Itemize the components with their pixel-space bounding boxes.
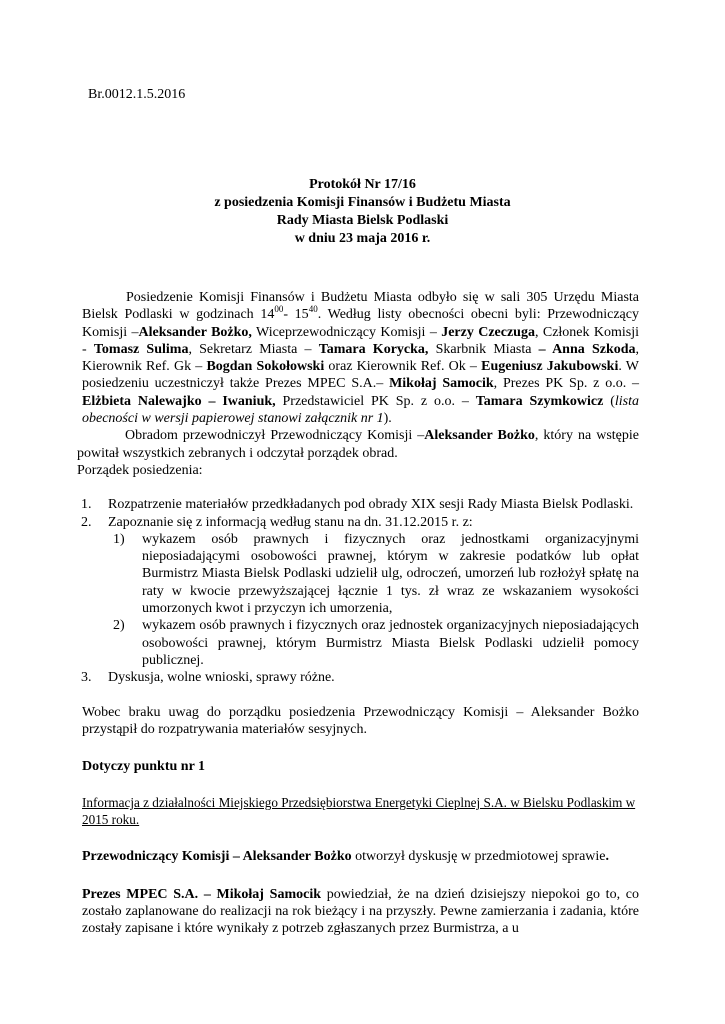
point1-heading <box>82 758 639 775</box>
intro-text: Wiceprzewodniczący Komisji – <box>251 324 442 340</box>
intro-text: Skarbnik Miasta <box>428 341 539 357</box>
mpec-president-name: Mikołaj Samocik <box>389 376 494 392</box>
mpec-statement-paragraph <box>82 886 639 938</box>
title-line-3: Rady Miasta Bielsk Podlaski <box>276 213 449 228</box>
agenda-item-number: 1. <box>81 497 92 513</box>
intro-text: ). <box>383 411 392 427</box>
opening-paragraph <box>77 427 639 462</box>
agenda-subitem <box>108 617 639 669</box>
member-name: Tomasz Sulima <box>93 341 189 357</box>
agenda-list <box>81 496 639 686</box>
intro-paragraph <box>82 289 639 427</box>
opening-text: Obradom przewodniczył Przewodniczący Komisji – <box>125 428 425 444</box>
pk-representative-name: Tamara Szymkowicz <box>475 393 604 409</box>
title-line-1: Protokół Nr 17/16 <box>309 177 416 192</box>
intro-text: oraz Kierownik Ref. Ok – <box>324 359 482 375</box>
point1-heading-text: Dotyczy punktu nr 1 <box>82 759 206 775</box>
intro-text: ( <box>603 393 615 409</box>
agenda-item-text: Dyskusja, wolne wnioski, sprawy różne. <box>108 670 335 686</box>
agenda-subitem-number: 2) <box>113 618 125 634</box>
vice-chair-name: Jerzy Czeczuga <box>441 324 535 340</box>
agenda-subitem-text: wykazem osób prawnych i fizycznych oraz jednostkami organizacyjnymi nieposiadającymi osobowości prawnej, którym w zakresie podatków lub opłat Burmistrz Miasta Bielsk Podlaski udzielił ulg, odroczeń, umorzeń lub rozłożył spłatę na raty w kwocie przewyższającej łącznie 1 tys. zł wraz ze wskazaniem wysokości umorzonych kwot i przyczyn ich umorzenia, <box>142 531 639 617</box>
point1-subject: Informacja z działalności Miejskiego Przedsiębiorstwa Energetyki Cieplnej S.A. w Bielsku Podlaskim w 2015 roku. <box>82 795 636 827</box>
reference-number: Br.0012.1.5.2016 <box>88 87 186 102</box>
discussion-end: . <box>605 849 609 865</box>
time-end-minutes: 40 <box>308 304 318 315</box>
agenda-subitem-number: 1) <box>113 531 125 547</box>
intro-text: , Kierownik Ref. Gk – <box>82 341 640 375</box>
opening-text: , który na wstępie powitał wszystkich zebranych i odczytał porządek obrad. <box>77 428 639 461</box>
agenda-sublist <box>108 531 639 669</box>
document-body <box>77 289 640 938</box>
intro-text: , Prezes PK Sp. z o.o. – <box>493 376 640 392</box>
agenda-item <box>81 496 639 513</box>
pk-president-name: Elżbieta Nalewajko – Iwaniuk, <box>82 393 276 409</box>
agenda-item-number: 2. <box>81 514 92 530</box>
speaker-name: Przewodniczący Komisji – Aleksander Bożko <box>82 849 352 865</box>
intro-text: , Członek Komisji - <box>82 324 640 357</box>
intro-text: Przedstawiciel PK Sp. z o.o. – <box>275 393 476 409</box>
ok-head-name: Eugeniusz Jakubowski <box>481 359 619 375</box>
agenda-item-text: Rozpatrzenie materiałów przedkładanych pod obrady XIX sesji Rady Miasta Bielsk Podlaski. <box>108 497 634 513</box>
chair-name: Aleksander Bożko <box>424 428 535 444</box>
agenda-subitem <box>108 531 639 617</box>
discussion-text: otworzył dyskusję w przedmiotowej sprawie <box>351 849 606 865</box>
agenda-item-number: 3. <box>81 670 92 686</box>
intro-text: , Sekretarz Miasta – <box>188 341 319 357</box>
attendance-note: lista obecności w wersji papierowej stanowi załącznik nr 1 <box>82 393 640 427</box>
treasurer-name: – Anna Szkoda <box>538 341 636 357</box>
discussion-open-paragraph <box>82 848 639 865</box>
intro-text: - 15 <box>283 307 309 323</box>
statement-text: powiedział, że na dzień dzisiejszy niepokoi go to, co zostało zaplanowane do realizacji na rok bieżący i na przyszły. Pewne zamierzania i zadania, które zostały zapisane i które wynikały z potrzeb zgłaszanych przez Burmistrza, a u <box>82 886 639 937</box>
intro-text: . W posiedzeniu uczestniczył także Prezes MPEC S.A.– <box>82 359 640 392</box>
intro-text: Posiedzenie Komisji Finansów i Budżetu Miasta odbyło się w sali 305 Urzędu Miasta Bielsk Podlaski w godzinach 14 <box>82 290 639 323</box>
agenda-item-text: Zapoznanie się z informacją według stanu na dn. 31.12.2015 r. z: <box>108 514 473 530</box>
time-start-minutes: 00 <box>274 304 284 315</box>
secretary-name: Tamara Korycka, <box>318 341 429 357</box>
no-objections-paragraph: Wobec braku uwag do porządku posiedzenia Przewodniczący Komisji – Aleksander Bożko przystąpił do rozpatrywania materiałów sesyjnych. <box>82 704 639 737</box>
title-line-4: w dniu 23 maja 2016 r. <box>294 231 431 246</box>
agenda-item <box>81 514 639 670</box>
speaker-name: Prezes MPEC S.A. – Mikołaj Samocik <box>82 886 321 902</box>
agenda-heading: Porządek posiedzenia: <box>77 462 203 478</box>
agenda-item <box>81 669 639 686</box>
intro-text: . Według listy obecności obecni byli: Przewodniczący Komisji – <box>82 307 639 340</box>
gk-head-name: Bogdan Sokołowski <box>206 359 325 375</box>
agenda-subitem-text: wykazem osób prawnych i fizycznych oraz jednostek organizacyjnych nieposiadających osobowości prawnej, którym Burmistrz Miasta Bielsk Podlaski udzielił pomocy publicznej. <box>142 618 639 668</box>
chair-name: Aleksander Bożko, <box>138 324 252 340</box>
title-line-2: z posiedzenia Komisji Finansów i Budżetu Miasta <box>214 195 511 210</box>
document-title <box>90 176 635 248</box>
